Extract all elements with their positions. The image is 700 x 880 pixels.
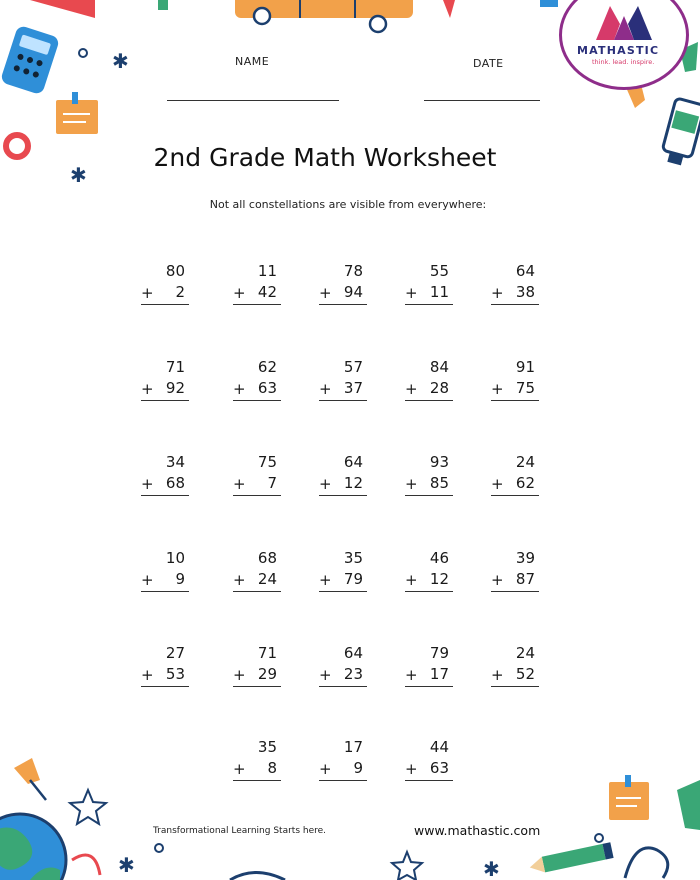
logo-icon — [594, 2, 654, 42]
svg-text:✱: ✱ — [70, 163, 87, 187]
addition-problem — [233, 262, 281, 306]
answer-line[interactable] — [319, 304, 367, 305]
plus-sign: + — [233, 284, 246, 302]
plus-sign: + — [233, 571, 246, 589]
push-pin-icon — [14, 758, 46, 800]
problem-top-number: 24 — [515, 644, 535, 662]
addition-problem — [319, 549, 367, 593]
addition-problem — [405, 549, 453, 593]
calculator-icon — [0, 25, 60, 96]
answer-line[interactable] — [233, 304, 281, 305]
svg-text:✱: ✱ — [112, 49, 129, 73]
plus-sign: + — [233, 475, 246, 493]
problem-top-number: 39 — [515, 549, 535, 567]
problem-bottom-number: 37 — [343, 379, 363, 397]
plus-sign: + — [233, 760, 246, 778]
problem-top-number: 24 — [515, 453, 535, 471]
problem-top-number: 64 — [343, 453, 363, 471]
problem-top-number: 71 — [257, 644, 277, 662]
problem-bottom-number: 24 — [257, 570, 277, 588]
plus-sign: + — [405, 666, 418, 684]
answer-line[interactable] — [233, 780, 281, 781]
problem-top-number: 35 — [257, 738, 277, 756]
decor-bottom-left — [0, 750, 170, 880]
problem-bottom-number: 12 — [343, 474, 363, 492]
answer-line[interactable] — [405, 780, 453, 781]
plus-sign: + — [491, 666, 504, 684]
addition-problem — [233, 738, 281, 782]
addition-problem — [233, 549, 281, 593]
sticky-note-icon — [56, 100, 98, 134]
plus-sign: + — [141, 284, 154, 302]
answer-line[interactable] — [141, 304, 189, 305]
addition-problem — [319, 262, 367, 306]
pencil-icon — [528, 842, 613, 875]
answer-line[interactable] — [405, 400, 453, 401]
problem-bottom-number: 38 — [515, 283, 535, 301]
answer-line[interactable] — [491, 400, 539, 401]
problem-top-number: 11 — [257, 262, 277, 280]
star-icon — [70, 790, 106, 824]
problem-top-number: 79 — [429, 644, 449, 662]
answer-line[interactable] — [319, 591, 367, 592]
problem-top-number: 34 — [165, 453, 185, 471]
answer-line[interactable] — [491, 686, 539, 687]
addition-problem — [491, 262, 539, 306]
decor-top-bus — [150, 0, 480, 40]
problem-top-number: 57 — [343, 358, 363, 376]
answer-line[interactable] — [405, 495, 453, 496]
addition-problem — [491, 644, 539, 688]
answer-line[interactable] — [141, 400, 189, 401]
problem-bottom-number: 52 — [515, 665, 535, 683]
problem-top-number: 10 — [165, 549, 185, 567]
answer-line[interactable] — [491, 304, 539, 305]
plus-sign: + — [141, 571, 154, 589]
answer-line[interactable] — [319, 400, 367, 401]
problem-bottom-number: 75 — [515, 379, 535, 397]
plus-sign: + — [319, 380, 332, 398]
addition-problem — [405, 262, 453, 306]
sticky-note-icon-2 — [609, 782, 649, 820]
plus-sign: + — [491, 380, 504, 398]
problem-bottom-number: 87 — [515, 570, 535, 588]
answer-line[interactable] — [141, 495, 189, 496]
problem-bottom-number: 92 — [165, 379, 185, 397]
problem-bottom-number: 7 — [267, 474, 277, 492]
decor-bottom-center — [225, 840, 525, 880]
footer-tagline: Transformational Learning Starts here. — [153, 826, 327, 836]
problem-bottom-number: 17 — [429, 665, 449, 683]
problem-bottom-number: 23 — [343, 665, 363, 683]
plus-sign: + — [319, 760, 332, 778]
answer-line[interactable] — [405, 686, 453, 687]
name-field-line[interactable] — [167, 100, 339, 101]
problem-bottom-number: 29 — [257, 665, 277, 683]
page-title: 2nd Grade Math Worksheet — [153, 143, 497, 172]
plus-sign: + — [141, 475, 154, 493]
problem-bottom-number: 79 — [343, 570, 363, 588]
problem-top-number: 62 — [257, 358, 277, 376]
addition-problem — [141, 644, 189, 688]
answer-line[interactable] — [405, 304, 453, 305]
svg-text:✱: ✱ — [483, 857, 500, 880]
addition-problem — [491, 549, 539, 593]
addition-problem — [233, 358, 281, 402]
addition-problem — [141, 262, 189, 306]
problem-top-number: 17 — [343, 738, 363, 756]
globe-icon — [0, 814, 66, 880]
svg-text:✱: ✱ — [118, 853, 135, 877]
plus-sign: + — [491, 284, 504, 302]
problem-top-number: 46 — [429, 549, 449, 567]
name-label: NAME — [235, 55, 270, 68]
answer-line[interactable] — [319, 780, 367, 781]
problem-bottom-number: 94 — [343, 283, 363, 301]
problem-bottom-number: 62 — [515, 474, 535, 492]
problem-bottom-number: 68 — [165, 474, 185, 492]
problem-top-number: 35 — [343, 549, 363, 567]
answer-line[interactable] — [319, 686, 367, 687]
plus-sign: + — [405, 284, 418, 302]
answer-line[interactable] — [233, 400, 281, 401]
problem-bottom-number: 11 — [429, 283, 449, 301]
problem-bottom-number: 53 — [165, 665, 185, 683]
plus-sign: + — [233, 380, 246, 398]
addition-problem — [491, 453, 539, 497]
addition-problem — [405, 453, 453, 497]
addition-problem — [141, 549, 189, 593]
plus-sign: + — [405, 571, 418, 589]
problem-bottom-number: 85 — [429, 474, 449, 492]
problem-bottom-number: 63 — [257, 379, 277, 397]
addition-problem — [319, 738, 367, 782]
date-label: DATE — [473, 57, 504, 70]
answer-line[interactable] — [233, 686, 281, 687]
answer-line[interactable] — [319, 495, 367, 496]
addition-problem — [405, 738, 453, 782]
instructions: Not all constellations are visible from everywhere: — [209, 198, 487, 211]
answer-line[interactable] — [491, 591, 539, 592]
problem-top-number: 71 — [165, 358, 185, 376]
answer-line[interactable] — [141, 591, 189, 592]
plus-sign: + — [233, 666, 246, 684]
answer-line[interactable] — [405, 591, 453, 592]
plus-sign: + — [141, 380, 154, 398]
answer-line[interactable] — [491, 495, 539, 496]
problem-bottom-number: 63 — [429, 759, 449, 777]
addition-problem — [319, 453, 367, 497]
glue-tube-icon — [660, 98, 700, 168]
date-field-line[interactable] — [424, 100, 540, 101]
addition-problem — [405, 644, 453, 688]
addition-problem — [319, 644, 367, 688]
problem-top-number: 64 — [343, 644, 363, 662]
problem-top-number: 44 — [429, 738, 449, 756]
addition-problem — [233, 453, 281, 497]
problem-top-number: 64 — [515, 262, 535, 280]
plus-sign: + — [141, 666, 154, 684]
problem-top-number: 27 — [165, 644, 185, 662]
problem-bottom-number: 9 — [175, 570, 185, 588]
problem-bottom-number: 9 — [353, 759, 363, 777]
problem-top-number: 78 — [343, 262, 363, 280]
logo-tagline: think. lead. inspire. — [592, 58, 655, 66]
problem-bottom-number: 12 — [429, 570, 449, 588]
footer-website: www.mathastic.com — [414, 823, 541, 838]
problem-top-number: 55 — [429, 262, 449, 280]
plus-sign: + — [319, 666, 332, 684]
problem-top-number: 84 — [429, 358, 449, 376]
problem-top-number: 68 — [257, 549, 277, 567]
plus-sign: + — [405, 760, 418, 778]
logo-name: MATHASTIC — [577, 44, 660, 57]
problem-top-number: 80 — [165, 262, 185, 280]
problem-bottom-number: 28 — [429, 379, 449, 397]
problem-top-number: 93 — [429, 453, 449, 471]
decor-bottom-right — [525, 770, 700, 880]
plus-sign: + — [319, 475, 332, 493]
plus-sign: + — [319, 571, 332, 589]
problem-top-number: 75 — [257, 453, 277, 471]
addition-problem — [141, 453, 189, 497]
addition-problem — [491, 358, 539, 402]
answer-line[interactable] — [233, 495, 281, 496]
addition-problem — [233, 644, 281, 688]
answer-line[interactable] — [141, 686, 189, 687]
plus-sign: + — [491, 571, 504, 589]
plus-sign: + — [491, 475, 504, 493]
plus-sign: + — [405, 475, 418, 493]
addition-problem — [319, 358, 367, 402]
addition-problem — [405, 358, 453, 402]
plus-sign: + — [319, 284, 332, 302]
problem-bottom-number: 42 — [257, 283, 277, 301]
plus-sign: + — [405, 380, 418, 398]
problem-bottom-number: 8 — [267, 759, 277, 777]
problem-top-number: 91 — [515, 358, 535, 376]
addition-problem — [141, 358, 189, 402]
answer-line[interactable] — [233, 591, 281, 592]
problem-bottom-number: 2 — [175, 283, 185, 301]
